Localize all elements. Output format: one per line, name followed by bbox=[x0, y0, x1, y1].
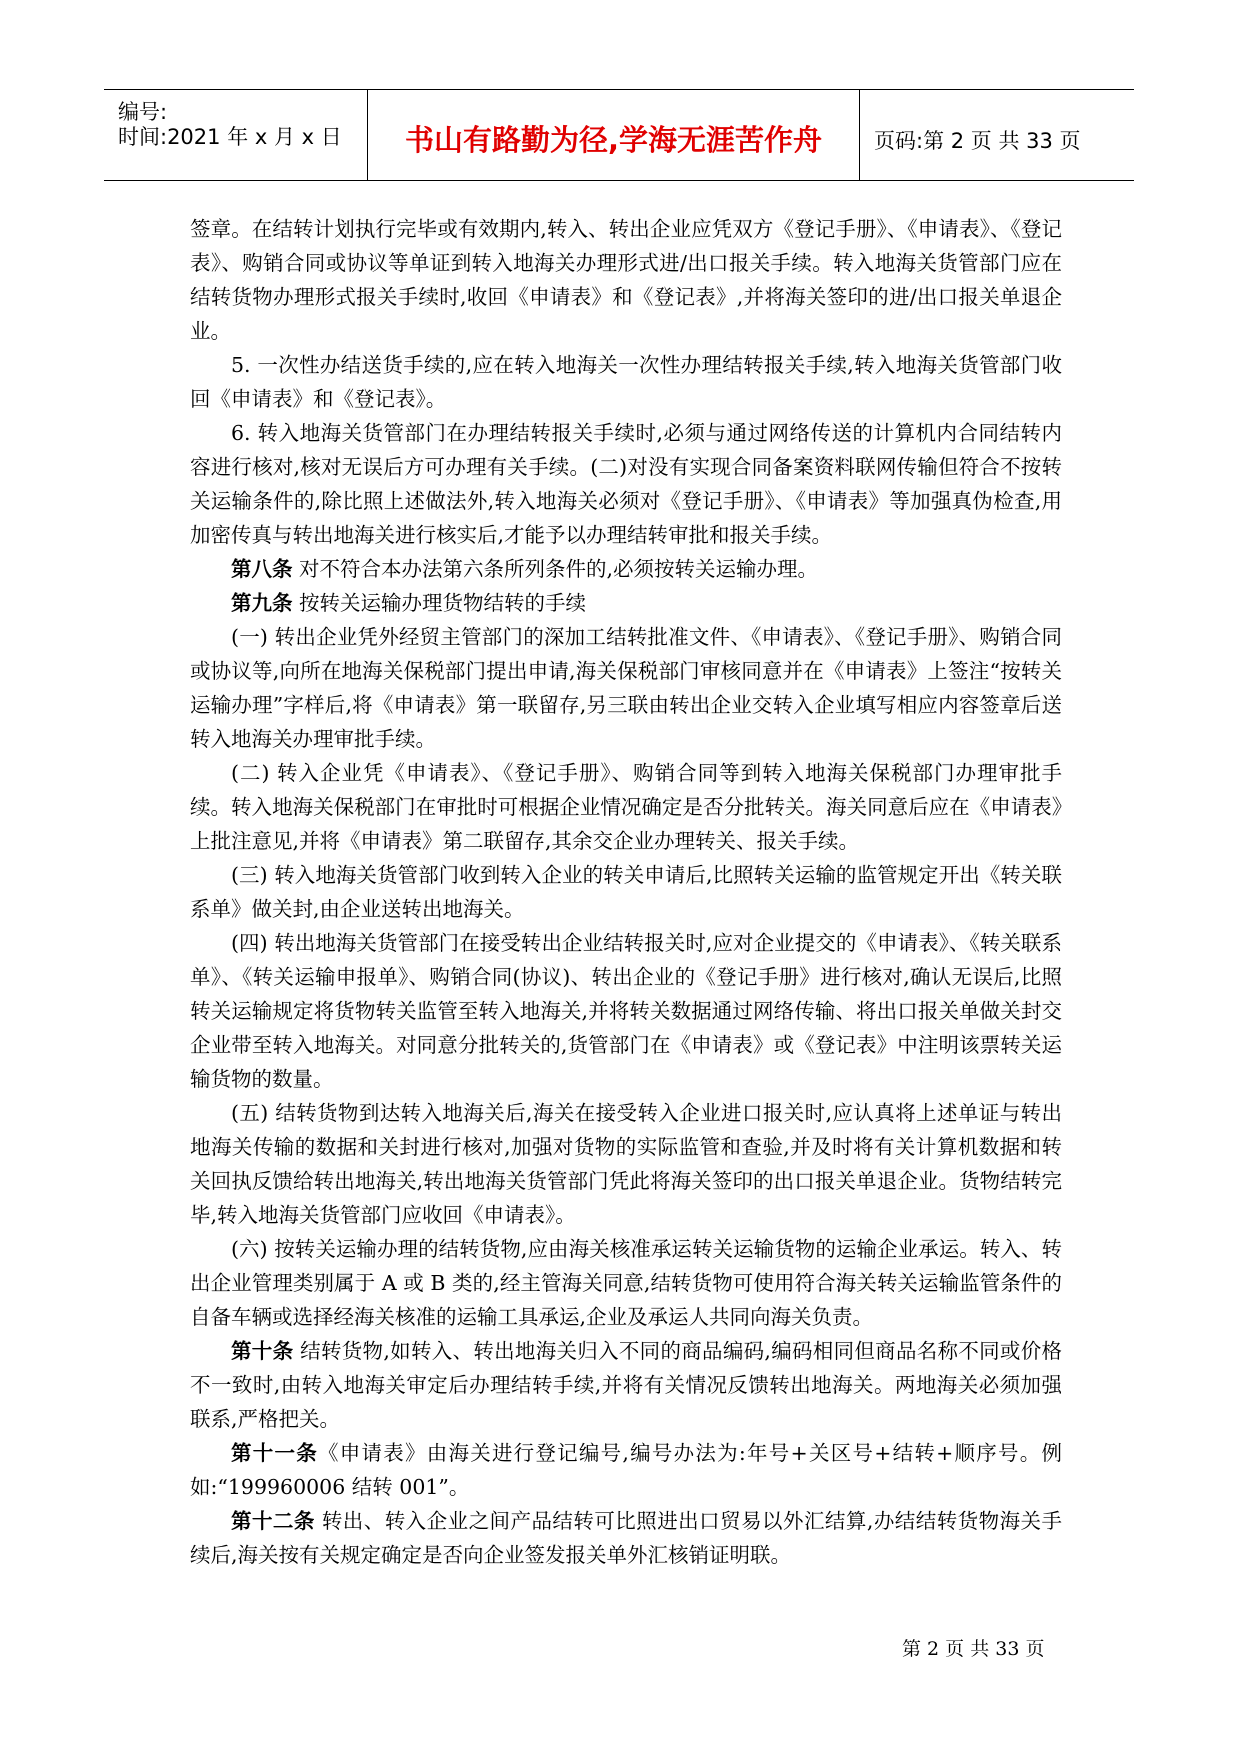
paragraph bbox=[190, 1504, 1062, 1572]
paragraph bbox=[190, 926, 1062, 1096]
paragraph bbox=[190, 1436, 1062, 1504]
document-body bbox=[190, 212, 1062, 1572]
paragraph-text: (五) 结转货物到达转入地海关后,海关在接受转入企业进口报关时,应认真将上述单证与转出地海关传输的数据和关封进行核对,加强对货物的实际监管和查验,并及时将有关计算机数据和转关回执反馈给转出地海关,转出地海关货管部门凭此将海关签印的出口报关单退企业。货物结转完毕,转入地海关货管部门应收回《申请表》。 bbox=[190, 1101, 1062, 1227]
paragraph-text: 转出、转入企业之间产品结转可比照进出口贸易以外汇结算,办结结转货物海关手续后,海关按有关规定确定是否向企业签发报关单外汇核销证明联。 bbox=[190, 1509, 1063, 1567]
paragraph bbox=[190, 212, 1062, 348]
article-number: 第八条 bbox=[231, 557, 293, 581]
paragraph bbox=[190, 416, 1062, 552]
paragraph-text: (三) 转入地海关货管部门收到转入企业的转关申请后,比照转关运输的监管规定开出《转关联系单》做关封,由企业送转出地海关。 bbox=[190, 863, 1062, 921]
header-motto-cell bbox=[368, 90, 860, 180]
paragraph-text: 按转关运输办理货物结转的手续 bbox=[292, 591, 587, 615]
article-number: 第十条 bbox=[231, 1339, 294, 1363]
paragraph bbox=[190, 1232, 1062, 1334]
paragraph bbox=[190, 1096, 1062, 1232]
paragraph bbox=[190, 348, 1062, 416]
paragraph bbox=[190, 858, 1062, 926]
page-number-label: 页码:第 2 页 共 33 页 bbox=[874, 129, 1081, 153]
header-page-cell bbox=[860, 90, 1134, 180]
article-number: 第十二条 bbox=[231, 1509, 315, 1533]
paragraph bbox=[190, 552, 1062, 586]
paragraph bbox=[190, 620, 1062, 756]
header-meta-cell bbox=[104, 90, 368, 180]
paragraph-text: 对不符合本办法第六条所列条件的,必须按转关运输办理。 bbox=[292, 557, 819, 581]
article-number: 第十一条 bbox=[231, 1441, 318, 1465]
paragraph-text: 6. 转入地海关货管部门在办理结转报关手续时,必须与通过网络传送的计算机内合同结转内容进行核对,核对无误后方可办理有关手续。(二)对没有实现合同备案资料联网传输但符合不按转关运输条件的,除比照上述做法外,转入地海关必须对《登记手册》、《申请表》等加强真伪检查,用加密传真与转出地海关进行核实后,才能予以办理结转审批和报关手续。 bbox=[190, 421, 1062, 547]
paragraph-text: (六) 按转关运输办理的结转货物,应由海关核准承运转关运输货物的运输企业承运。转入、转出企业管理类别属于 A 或 B 类的,经主管海关同意,结转货物可使用符合海关转关运输监管条件的自备车辆或选择经海关核准的运输工具承运,企业及承运人共同向海关负责。 bbox=[190, 1237, 1062, 1329]
doc-number-label: 编号: bbox=[118, 100, 168, 124]
paragraph-text: 《申请表》由海关进行登记编号,编号办法为:年号+关区号+结转+顺序号。例如:“199960006 结转 001”。 bbox=[190, 1441, 1063, 1499]
time-label: 时间:2021 年 x 月 x 日 bbox=[118, 125, 342, 149]
paragraph bbox=[190, 756, 1062, 858]
paragraph bbox=[190, 586, 1062, 620]
paragraph-text: 5. 一次性办结送货手续的,应在转入地海关一次性办理结转报关手续,转入地海关货管部门收回《申请表》和《登记表》。 bbox=[190, 353, 1062, 411]
article-number: 第九条 bbox=[231, 591, 293, 615]
paragraph-text: (四) 转出地海关货管部门在接受转出企业结转报关时,应对企业提交的《申请表》、《转关联系单》、《转关运输申报单》、购销合同(协议)、转出企业的《登记手册》进行核对,确认无误后,比照转关运输规定将货物转关监管至转入地海关,并将转关数据通过网络传输、将出口报关单做关封交企业带至转入地海关。对同意分批转关的,货管部门在《申请表》或《登记表》中注明该票转关运输货物的数量。 bbox=[190, 931, 1062, 1091]
paragraph-text: 签章。在结转计划执行完毕或有效期内,转入、转出企业应凭双方《登记手册》、《申请表》、《登记表》、购销合同或协议等单证到转入地海关办理形式进/出口报关手续。转入地海关货管部门应在结转货物办理形式报关手续时,收回《申请表》和《登记表》,并将海关签印的进/出口报关单退企业。 bbox=[190, 217, 1062, 343]
paragraph-text: (二) 转入企业凭《申请表》、《登记手册》、购销合同等到转入地海关保税部门办理审批手续。转入地海关保税部门在审批时可根据企业情况确定是否分批转关。海关同意后应在《申请表》上批注意见,并将《申请表》第二联留存,其余交企业办理转关、报关手续。 bbox=[190, 761, 1062, 853]
page-header bbox=[104, 89, 1134, 181]
paragraph-text: 结转货物,如转入、转出地海关归入不同的商品编码,编码相同但商品名称不同或价格不一致时,由转入地海关审定后办理结转手续,并将有关情况反馈转出地海关。两地海关必须加强联系,严格把关。 bbox=[190, 1339, 1063, 1431]
motto: 书山有路勤为径,学海无涯苦作舟 bbox=[404, 123, 823, 157]
page-footer: 第 2 页 共 33 页 bbox=[902, 1638, 1045, 1660]
paragraph-text: (一) 转出企业凭外经贸主管部门的深加工结转批准文件、《申请表》、《登记手册》、购销合同或协议等,向所在地海关保税部门提出申请,海关保税部门审核同意并在《申请表》上签注“按转关运输办理”字样后,将《申请表》第一联留存,另三联由转出企业交转入企业填写相应内容签章后送转入地海关办理审批手续。 bbox=[190, 625, 1062, 751]
paragraph bbox=[190, 1334, 1062, 1436]
